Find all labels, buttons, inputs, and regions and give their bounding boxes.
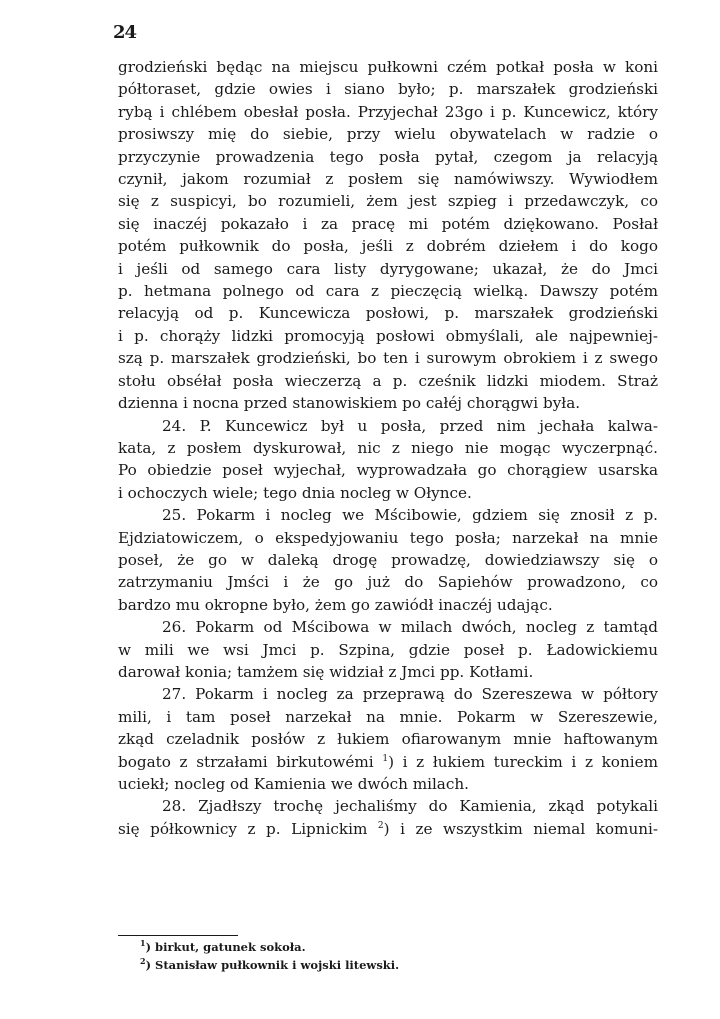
footnote-text: birkut, gatunek sokoła. [155, 940, 306, 954]
text-line: się z suspicyi, bo rozumieli, żem jest szpieg i przedawczyk, co [118, 192, 658, 211]
text-line: prosiwszy mię do siebie, przy wielu obywatelach w radzie o [118, 125, 658, 144]
line-fragment: i ze wszystkim niemal komuni- [400, 819, 658, 838]
text-line: i jeśli od samego cara listy dyrygowane; ukazał, że do Jmci [118, 259, 658, 278]
paragraph-start-line: 27. Pokarm i nocleg za przeprawą do Szereszewa w półtory [162, 685, 658, 704]
text-line: zatrzymaniu Jmści i że go już do Sapiehów prowadzono, co [118, 573, 658, 592]
text-line: czynił, jakom rozumiał z posłem się namówiwszy. Wywiodłem [118, 170, 658, 189]
line-fragment: i z łukiem tureckim i z koniem [402, 752, 658, 771]
paragraph-start-line: 26. Pokarm od Mścibowa w milach dwóch, nocleg z tamtąd [162, 618, 658, 637]
text-line: grodzieński będąc na miejscu pułkowni czém potkał posła w koni [118, 58, 658, 76]
footnotes [140, 938, 399, 974]
footnote-ref: 2 [377, 820, 384, 831]
footnote-mark: 1 [140, 938, 146, 948]
footnote-text: Stanisław pułkownik i wojski litewski. [155, 958, 400, 972]
text-line: Ejdziatowiczem, o ekspedyjowaniu tego posła; narzekał na mnie [118, 528, 658, 547]
text-line: przyczynie prowadzenia tego posła pytał, czegom ja relacyją [118, 147, 658, 166]
footnote-ref: 1 [382, 753, 389, 764]
text-line: uciekł; nocleg od Kamienia we dwóch milach. [118, 775, 469, 793]
text-line: w mili we wsi Jmci p. Szpina, gdzie poseł p. Ładowickiemu [118, 640, 658, 659]
text-line: poseł, że go w daleką drogę prowadzę, dowiedziawszy się o [118, 550, 658, 569]
text-line: potém pułkownik do posła, jeśli z dobrém dziełem i do kogo [118, 237, 658, 256]
text-line-with-footnote: bogato z strzałami birkutowémi $^1$) i z łukiem tureckim i z koniem [118, 752, 658, 771]
text-line: stołu obséłał posła wieczerzą a p. cześnik lidzki miodem. Straż [118, 371, 658, 390]
footnote: $^1$) birkut, gatunek sokoła. [140, 938, 306, 954]
text-line: darował konia; tamżem się widział z Jmci pp. Kotłami. [118, 662, 534, 681]
line-fragment: bogato z strzałami birkutowémi [118, 752, 374, 771]
line-fragment: się półkownicy z p. Lipnickim [118, 819, 368, 838]
text-line: półtoraset, gdzie owies i siano było; p. marszałek grodzieński [118, 80, 658, 99]
text-line-with-footnote: się półkownicy z p. Lipnickim $^2$) i ze wszystkim niemal komuni- [118, 819, 658, 838]
text-line: kata, z posłem dyskurował, nic z niego nie mogąc wyczerpnąć. [118, 438, 658, 457]
text-line: szą p. marszałek grodzieński, bo ten i surowym obrokiem i z swego [118, 349, 658, 368]
text-line: relacyją od p. Kuncewicza posłowi, p. marszałek grodzieński [118, 304, 658, 323]
text-line: dzienna i nocna przed stanowiskiem po całéj chorągwi była. [118, 394, 581, 413]
text-line: mili, i tam poseł narzekał na mnie. Pokarm w Szereszewie, [118, 707, 658, 726]
text-line: rybą i chlébem obesłał posła. Przyjechał 23go i p. Kuncewicz, który [118, 102, 658, 121]
paragraph-start-line: 24. P. Kuncewicz był u posła, przed nim jechała kalwa- [162, 416, 658, 435]
paragraph-start-line: 28. Zjadłszy trochę jechaliśmy do Kamienia, zkąd potykali [162, 797, 658, 816]
text-line: i p. chorąży lidzki promocyją posłowi obmyślali, ale najpewniej- [118, 326, 658, 345]
text-line: Po obiedzie poseł wyjechał, wyprowadzała go chorągiew usarska [118, 461, 658, 480]
page-number: 24 [113, 22, 137, 43]
footnote-mark: 2 [140, 956, 146, 966]
text-line: zkąd czeladnik posłów z łukiem ofiarowanym mnie haftowanym [118, 730, 658, 749]
text-line: p. hetmana polnego od cara z pieczęcią wielką. Dawszy potém [118, 282, 658, 301]
paragraph-start-line: 25. Pokarm i nocleg we Mścibowie, gdziem się znosił z p. [162, 506, 658, 525]
footnote: $^2$) Stanisław pułkownik i wojski litewski. [140, 956, 400, 972]
text-line: się inaczéj pokazało i za pracę mi potém dziękowano. Posłał [118, 214, 658, 233]
body-text [118, 56, 658, 840]
text-line: bardzo mu okropne było, żem go zawiódł inaczéj udając. [118, 595, 553, 614]
footnote-divider [118, 935, 238, 936]
text-line: i ochoczych wiele; tego dnia nocleg w Ołynce. [118, 483, 472, 502]
